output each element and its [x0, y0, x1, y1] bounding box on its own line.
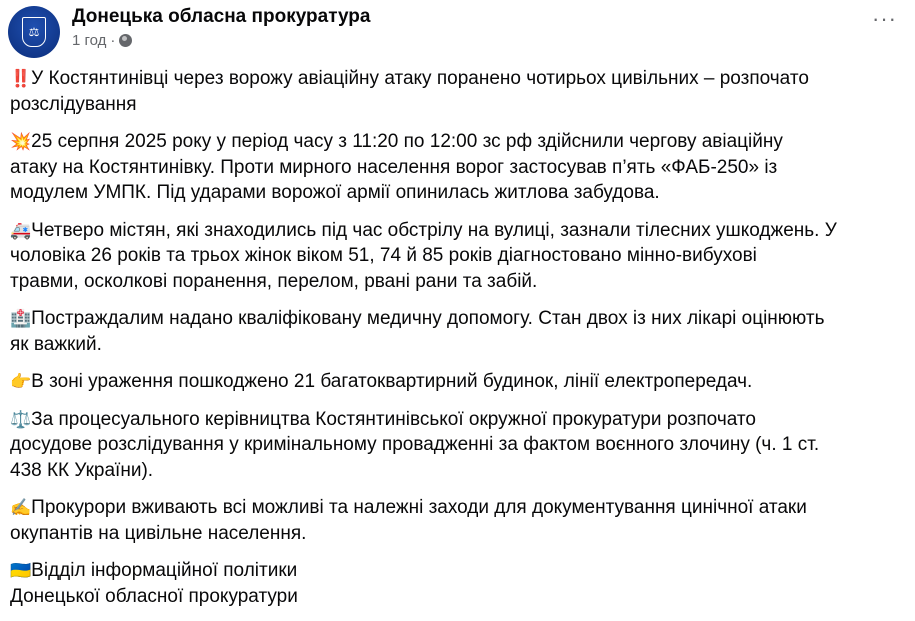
globe-icon [119, 34, 132, 47]
line-text: Відділ інформаційної політики [31, 560, 298, 581]
emoji-icon: 🏥 [10, 309, 32, 328]
line-text: Донецької обласної прокуратури [10, 585, 298, 607]
line-text: атаку на Костянтинівку. Проти мирного населення ворог застосував п’ять «ФАБ-250» із [10, 156, 778, 178]
post-author[interactable]: Донецька обласна прокуратура [72, 6, 371, 27]
post-time[interactable]: 1 год [72, 32, 107, 49]
paragraph-line [10, 92, 837, 118]
more-options-icon[interactable]: ··· [872, 6, 897, 31]
paragraph-line [10, 155, 837, 181]
paragraph-line [10, 218, 837, 244]
paragraph-line [10, 332, 837, 358]
line-text: окупантів на цивільне населення. [10, 522, 307, 544]
line-text: травми, осколкові поранення, перелом, рвані рани та забій. [10, 270, 538, 292]
line-text: За процесуального керівництва Костянтинівської окружної прокуратури розпочато [31, 408, 756, 430]
paragraph-line [10, 180, 837, 206]
post-paragraph [10, 66, 837, 117]
post-paragraph [10, 218, 837, 295]
line-text: Четверо містян, які знаходились під час обстрілу на вулиці, зазнали тілесних ушкоджень. У [31, 219, 837, 241]
paragraph-line [10, 458, 837, 484]
line-text: як важкий. [10, 333, 102, 355]
emoji-icon: 👉 [10, 372, 32, 391]
emoji-icon: 🇺🇦 [10, 561, 32, 580]
paragraph-line [10, 243, 837, 269]
paragraph-line [10, 558, 837, 584]
line-text: модулем УМПК. Під ударами ворожої армії опинилась житлова забудова. [10, 182, 660, 203]
line-text: 25 серпня 2025 року у період часу з 11:20 по 12:00 зс рф здійснили чергову авіаційну [31, 131, 783, 152]
post-paragraph [10, 558, 837, 609]
emoji-icon: 🚑 [10, 220, 32, 240]
post-paragraph [10, 407, 837, 484]
emoji-icon: ⚖️ [10, 409, 32, 429]
paragraph-line [10, 129, 837, 155]
line-text: 438 КК України). [10, 459, 154, 481]
prosecutor-emblem-icon: ⚖ [22, 17, 46, 47]
post-paragraph [10, 495, 837, 546]
post-body [10, 66, 837, 621]
post-paragraph [10, 129, 837, 206]
page-avatar[interactable] [8, 6, 60, 58]
paragraph-line [10, 306, 837, 332]
post-paragraph [10, 306, 837, 357]
line-text: досудове розслідування у кримінальному провадженні за фактом воєнного злочину (ч. 1 ст. [10, 434, 820, 455]
paragraph-line [10, 269, 837, 295]
paragraph-line [10, 432, 837, 458]
emoji-icon: ✍️ [10, 498, 32, 517]
line-text: чоловіка 26 років та трьох жінок віком 51, 74 й 85 років діагностовано мінно-вибухові [10, 245, 757, 266]
line-text: У Костянтинівці через ворожу авіаційну атаку поранено чотирьох цивільних – розпочато [31, 68, 809, 89]
line-text: Прокурори вживають всі можливі та належні заходи для документування цинічної атаки [31, 497, 807, 518]
paragraph-line [10, 407, 837, 433]
post-meta [72, 32, 132, 49]
post-paragraph [10, 369, 837, 395]
paragraph-line [10, 521, 837, 547]
paragraph-line [10, 66, 837, 92]
paragraph-line [10, 495, 837, 521]
line-text: Постраждалим надано кваліфіковану медичну допомогу. Стан двох із них лікарі оцінюють [31, 308, 825, 329]
line-text: розслідування [10, 93, 137, 115]
line-text: В зоні ураження пошкоджено 21 багатоквартирний будинок, лінії електропередач. [31, 371, 753, 392]
paragraph-line [10, 369, 837, 395]
emoji-icon: 💥 [10, 132, 32, 151]
paragraph-line [10, 584, 837, 610]
meta-separator: · [110, 32, 116, 49]
emoji-icon: ‼️ [10, 69, 32, 88]
